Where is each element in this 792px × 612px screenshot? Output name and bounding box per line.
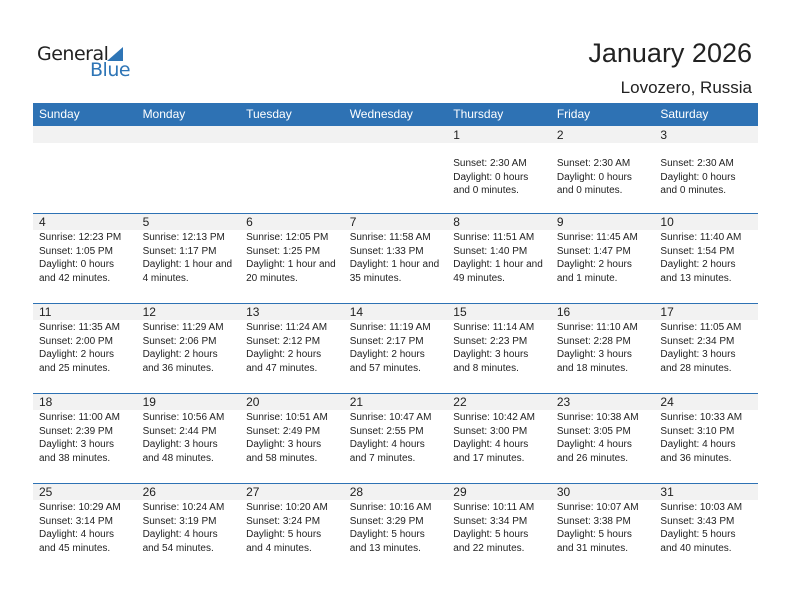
day-cell xyxy=(137,213,241,303)
sunrise-text: Sunrise: 10:42 AM xyxy=(453,412,535,423)
sunset-text: Sunset: 1:17 PM xyxy=(142,245,217,257)
weekday-sunday: Sunday xyxy=(39,107,80,121)
sunset-text: Sunset: 2:39 PM xyxy=(39,425,113,437)
sunrise-text: Sunrise: 10:51 AM xyxy=(246,412,328,423)
sunset-text: Sunset: 3:19 PM xyxy=(142,515,217,527)
daylight-text: Daylight: 2 hours xyxy=(39,349,115,360)
daylight-text: Daylight: 5 hours xyxy=(453,529,529,540)
day-cell xyxy=(344,126,448,213)
daylight-text-cont: and 40 minutes. xyxy=(660,542,732,554)
daylight-text: Daylight: 5 hours xyxy=(556,529,632,540)
day-number: 7 xyxy=(349,215,357,229)
daylight-text: Daylight: 4 hours xyxy=(556,439,632,450)
day-number: 27 xyxy=(246,485,260,499)
daylight-text-cont: and 7 minutes. xyxy=(349,452,416,464)
daylight-text: Daylight: 2 hours xyxy=(142,349,218,360)
sunrise-text: Sunrise: 11:10 AM xyxy=(556,322,638,333)
sunrise-text: Sunrise: 10:07 AM xyxy=(556,502,639,513)
sunset-text: Sunset: 3:00 PM xyxy=(453,425,528,437)
daylight-text: Daylight: 0 hours xyxy=(39,259,115,270)
day-number: 20 xyxy=(246,395,260,409)
day-cell xyxy=(137,393,241,483)
sunset-text: Sunset: 2:28 PM xyxy=(556,335,631,347)
daylight-text-cont: and 28 minutes. xyxy=(660,362,732,374)
daylight-text: Daylight: 2 hours xyxy=(660,259,736,270)
day-number: 14 xyxy=(349,305,364,319)
day-cell xyxy=(240,303,344,393)
daylight-text-cont: and 18 minutes. xyxy=(556,362,629,374)
sunrise-text: Sunrise: 11:40 AM xyxy=(660,232,742,243)
day-number: 26 xyxy=(142,485,156,499)
daylight-text-cont: and 13 minutes. xyxy=(660,272,732,284)
day-number: 30 xyxy=(556,485,571,499)
weekday-thursday: Thursday xyxy=(453,107,504,121)
day-cell xyxy=(447,126,551,213)
weekday-tuesday: Tuesday xyxy=(246,107,292,121)
daylight-text-cont: and 8 minutes. xyxy=(453,362,519,374)
sunset-text: Sunset: 2:23 PM xyxy=(453,335,528,347)
sunset-text: Sunset: 2:30 AM xyxy=(556,158,631,169)
daylight-text: Daylight: 2 hours xyxy=(349,349,425,360)
daylight-text-cont: 4 minutes. xyxy=(142,272,189,284)
sunrise-text: Sunrise: 10:29 AM xyxy=(39,502,121,513)
daylight-text: Daylight: 3 hours xyxy=(246,439,322,450)
daylight-text-cont: and 36 minutes. xyxy=(660,452,732,464)
sunrise-text: Sunrise: 11:29 AM xyxy=(142,322,224,333)
daylight-text: Daylight: 3 hours xyxy=(39,439,115,450)
day-cell xyxy=(344,483,448,573)
day-number xyxy=(39,127,137,144)
day-number: 24 xyxy=(660,395,674,409)
day-cell xyxy=(240,483,344,573)
daylight-text-cont: and 0 minutes. xyxy=(453,185,519,196)
daylight-text: Daylight: 5 hours xyxy=(660,529,736,540)
sunrise-text: Sunrise: 10:38 AM xyxy=(556,412,639,423)
daylight-text-cont: 49 minutes. xyxy=(453,272,505,284)
sunset-text: Sunset: 2:30 AM xyxy=(453,158,527,169)
page-title: January 2026 xyxy=(588,38,752,68)
daylight-text: Daylight: 3 hours xyxy=(660,349,736,360)
sunrise-text: Sunrise: 11:45 AM xyxy=(556,232,638,243)
day-cell xyxy=(654,483,758,573)
daylight-text: Daylight: 1 hour and xyxy=(246,259,336,270)
daylight-text: Daylight: 3 hours xyxy=(142,439,218,450)
daylight-text-cont: and 25 minutes. xyxy=(39,362,111,374)
day-cell xyxy=(344,303,448,393)
daylight-text-cont: and 0 minutes. xyxy=(556,185,623,196)
sunrise-text: Sunrise: 10:56 AM xyxy=(142,412,225,423)
day-number: 19 xyxy=(142,395,156,409)
day-number: 22 xyxy=(453,395,467,409)
sunset-text: Sunset: 2:12 PM xyxy=(246,335,321,347)
day-cell xyxy=(33,483,137,573)
sunset-text: Sunset: 2:17 PM xyxy=(349,335,424,347)
day-cell xyxy=(654,303,758,393)
sunrise-text: Sunrise: 11:14 AM xyxy=(453,322,535,333)
sunset-text: Sunset: 3:24 PM xyxy=(246,515,321,527)
daylight-text-cont: 35 minutes. xyxy=(349,272,402,284)
day-number: 13 xyxy=(246,305,260,319)
calendar xyxy=(33,103,758,573)
day-number: 31 xyxy=(660,485,674,499)
logo xyxy=(37,43,137,83)
weekday-wednesday: Wednesday xyxy=(349,107,413,121)
daylight-text: Daylight: 0 hours xyxy=(453,171,529,183)
sunrise-text: Sunrise: 12:13 PM xyxy=(142,232,225,243)
sunrise-text: Sunrise: 11:19 AM xyxy=(349,322,431,333)
day-cell xyxy=(33,303,137,393)
daylight-text: Daylight: 1 hour and xyxy=(142,259,233,270)
sunrise-text: Sunrise: 11:58 AM xyxy=(349,232,431,243)
day-cell xyxy=(551,213,655,303)
day-number: 21 xyxy=(349,395,364,409)
day-cell xyxy=(551,303,655,393)
day-number: 11 xyxy=(39,305,52,319)
sunset-text: Sunset: 2:49 PM xyxy=(246,425,321,437)
daylight-text-cont: and 54 minutes. xyxy=(142,542,214,554)
weeks-container xyxy=(33,126,758,573)
day-number: 2 xyxy=(556,128,564,142)
sunrise-text: Sunrise: 10:16 AM xyxy=(349,502,432,513)
sunset-text: Sunset: 3:29 PM xyxy=(349,515,424,527)
day-cell xyxy=(447,213,551,303)
day-number: 18 xyxy=(39,395,53,409)
daylight-text: Daylight: 2 hours xyxy=(556,259,632,270)
sunset-text: Sunset: 1:25 PM xyxy=(246,245,321,257)
location-subtitle: Lovozero, Russia xyxy=(620,78,752,97)
daylight-text: Daylight: 4 hours xyxy=(142,529,218,540)
daylight-text: Daylight: 4 hours xyxy=(349,439,425,450)
day-number: 6 xyxy=(246,215,253,229)
sunset-text: Sunset: 2:44 PM xyxy=(142,425,217,437)
weekday-saturday: Saturday xyxy=(660,107,709,121)
week-row xyxy=(33,483,758,573)
day-number: 10 xyxy=(660,215,674,229)
sunset-text: Sunset: 2:34 PM xyxy=(660,335,735,347)
day-cell xyxy=(240,393,344,483)
daylight-text: Daylight: 0 hours xyxy=(660,171,736,183)
day-number: 25 xyxy=(39,485,53,499)
sunrise-text: Sunrise: 12:23 PM xyxy=(39,232,122,243)
sunrise-text: Sunrise: 10:03 AM xyxy=(660,502,743,513)
day-cell xyxy=(137,483,241,573)
sunset-text: Sunset: 1:47 PM xyxy=(556,245,631,257)
logo-text-blue: Blue xyxy=(90,59,131,81)
day-number xyxy=(143,127,241,144)
sunset-text: Sunset: 3:05 PM xyxy=(556,425,631,437)
day-cell xyxy=(344,393,448,483)
sunrise-text: Sunrise: 11:35 AM xyxy=(39,322,120,333)
daylight-text-cont: and 58 minutes. xyxy=(246,452,318,464)
day-number: 29 xyxy=(453,485,467,499)
day-number: 23 xyxy=(556,395,571,409)
sunset-text: Sunset: 3:10 PM xyxy=(660,425,735,437)
week-row xyxy=(33,213,758,303)
day-cell xyxy=(240,213,344,303)
day-cell xyxy=(551,483,655,573)
daylight-text-cont: and 1 minute. xyxy=(556,272,618,284)
daylight-text: Daylight: 0 hours xyxy=(556,171,632,183)
day-cell xyxy=(551,393,655,483)
day-number: 1 xyxy=(453,128,460,142)
daylight-text-cont: 20 minutes. xyxy=(246,272,298,284)
sunrise-text: Sunrise: 11:00 AM xyxy=(39,412,120,423)
daylight-text-cont: and 13 minutes. xyxy=(349,542,421,554)
daylight-text-cont: and 22 minutes. xyxy=(453,542,525,554)
daylight-text-cont: and 36 minutes. xyxy=(142,362,214,374)
sunset-text: Sunset: 3:38 PM xyxy=(556,515,631,527)
weekday-monday: Monday xyxy=(142,107,186,121)
sunrise-text: Sunrise: 10:11 AM xyxy=(453,502,535,513)
sunset-text: Sunset: 2:06 PM xyxy=(142,335,217,347)
day-number: 28 xyxy=(349,485,364,499)
day-cell xyxy=(447,483,551,573)
sunset-text: Sunset: 1:33 PM xyxy=(349,245,424,257)
daylight-text: Daylight: 5 hours xyxy=(246,529,322,540)
sunset-text: Sunset: 3:34 PM xyxy=(453,515,528,527)
sunset-text: Sunset: 3:14 PM xyxy=(39,515,113,527)
day-cell xyxy=(137,303,241,393)
daylight-text: Daylight: 1 hour and xyxy=(453,259,543,270)
day-number: 12 xyxy=(142,305,156,319)
day-number: 9 xyxy=(556,215,564,229)
daylight-text-cont: and 38 minutes. xyxy=(39,452,111,464)
day-cell xyxy=(654,213,758,303)
day-cell xyxy=(344,213,448,303)
sunrise-text: Sunrise: 11:24 AM xyxy=(246,322,328,333)
daylight-text: Daylight: 4 hours xyxy=(660,439,736,450)
sunrise-text: Sunrise: 11:51 AM xyxy=(453,232,535,243)
daylight-text-cont: and 4 minutes. xyxy=(246,542,312,554)
day-number: 4 xyxy=(39,215,46,229)
day-cell xyxy=(33,126,137,213)
week-row xyxy=(33,126,758,213)
daylight-text-cont: and 47 minutes. xyxy=(246,362,318,374)
weekday-header-row xyxy=(33,103,758,126)
daylight-text: Daylight: 1 hour and xyxy=(349,259,440,270)
sunset-text: Sunset: 2:30 AM xyxy=(660,158,734,169)
daylight-text-cont: and 26 minutes. xyxy=(556,452,629,464)
week-row xyxy=(33,303,758,393)
sunrise-text: Sunrise: 11:05 AM xyxy=(660,322,742,333)
sunset-text: Sunset: 1:05 PM xyxy=(39,245,113,257)
daylight-text-cont: and 45 minutes. xyxy=(39,542,111,554)
day-number: 8 xyxy=(453,215,460,229)
day-cell xyxy=(240,126,344,213)
daylight-text-cont: and 31 minutes. xyxy=(556,542,629,554)
daylight-text: Daylight: 5 hours xyxy=(349,529,425,540)
daylight-text-cont: and 17 minutes. xyxy=(453,452,525,464)
day-cell xyxy=(551,126,655,213)
day-cell xyxy=(447,393,551,483)
day-number xyxy=(246,127,344,144)
logo-text-general: General xyxy=(37,43,109,65)
daylight-text: Daylight: 3 hours xyxy=(556,349,632,360)
sunrise-text: Sunrise: 10:47 AM xyxy=(349,412,432,423)
week-row xyxy=(33,393,758,483)
day-cell xyxy=(33,393,137,483)
weekday-friday: Friday xyxy=(556,107,591,121)
day-cell xyxy=(137,126,241,213)
sunset-text: Sunset: 3:43 PM xyxy=(660,515,735,527)
day-number: 5 xyxy=(142,215,150,229)
sunrise-text: Sunrise: 10:20 AM xyxy=(246,502,328,513)
day-cell xyxy=(33,213,137,303)
sunrise-text: Sunrise: 10:24 AM xyxy=(142,502,225,513)
sunset-text: Sunset: 1:54 PM xyxy=(660,245,735,257)
daylight-text: Daylight: 4 hours xyxy=(39,529,115,540)
daylight-text-cont: and 48 minutes. xyxy=(142,452,214,464)
sunset-text: Sunset: 2:55 PM xyxy=(349,425,424,437)
daylight-text: Daylight: 3 hours xyxy=(453,349,529,360)
daylight-text: Daylight: 4 hours xyxy=(453,439,529,450)
day-cell xyxy=(654,393,758,483)
daylight-text: Daylight: 2 hours xyxy=(246,349,322,360)
daylight-text-cont: and 42 minutes. xyxy=(39,272,111,284)
sunrise-text: Sunrise: 12:05 PM xyxy=(246,232,329,243)
day-number: 3 xyxy=(660,128,668,142)
sunrise-text: Sunrise: 10:33 AM xyxy=(660,412,743,423)
day-number: 16 xyxy=(556,305,571,319)
daylight-text-cont: and 57 minutes. xyxy=(349,362,421,374)
day-number: 17 xyxy=(660,305,674,319)
day-number xyxy=(350,127,448,144)
sunset-text: Sunset: 2:00 PM xyxy=(39,335,113,347)
day-cell xyxy=(447,303,551,393)
sunset-text: Sunset: 1:40 PM xyxy=(453,245,528,257)
day-cell xyxy=(654,126,758,213)
daylight-text-cont: and 0 minutes. xyxy=(660,185,727,196)
day-number: 15 xyxy=(453,305,467,319)
